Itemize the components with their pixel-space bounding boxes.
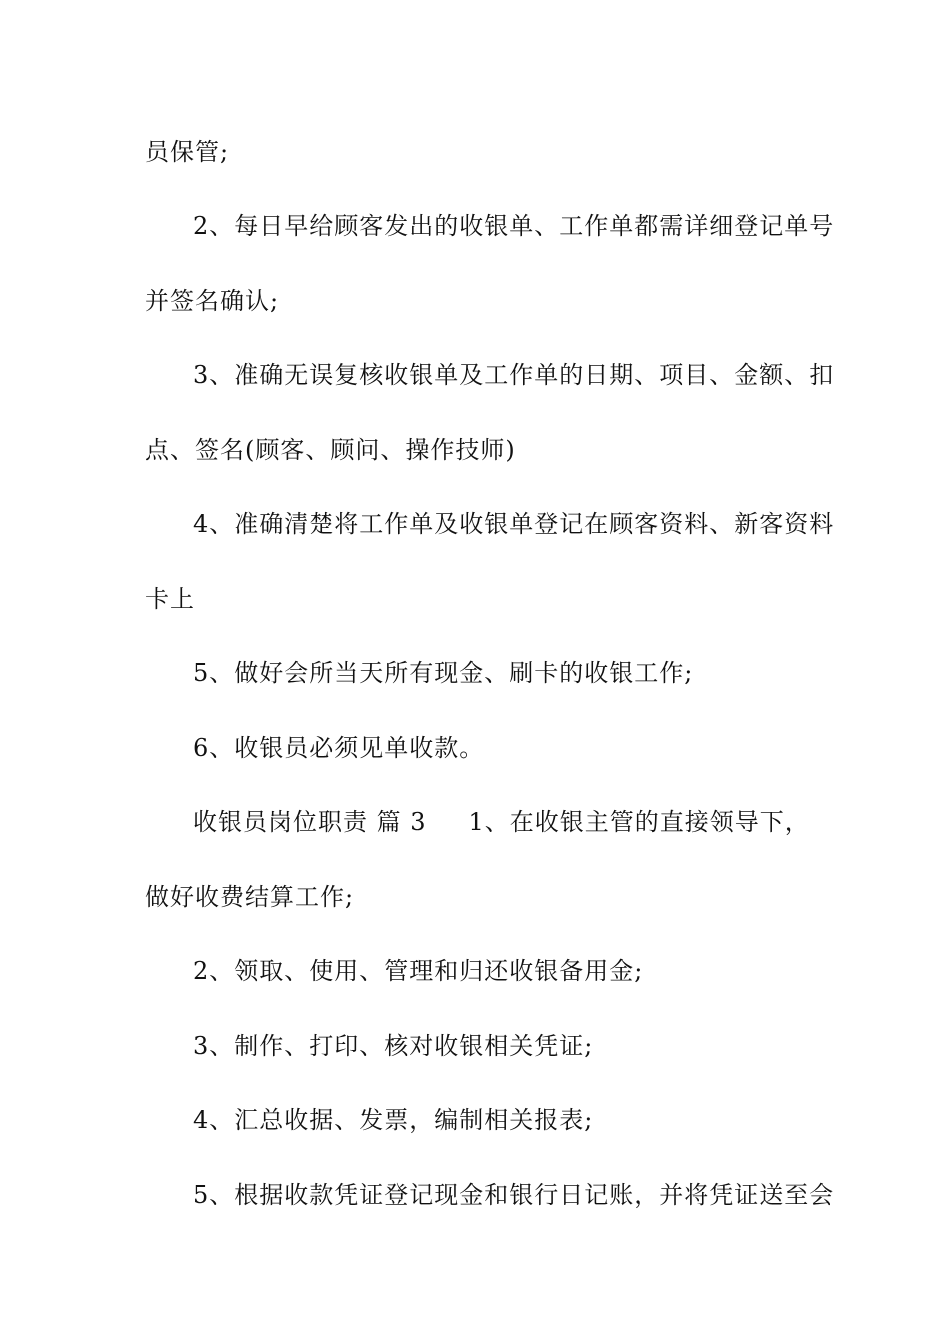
text-line: 并签名确认; xyxy=(145,287,280,315)
text-line: 5、做好会所当天所有现金、刷卡的收银工作; xyxy=(193,659,694,687)
section-heading-line xyxy=(193,806,863,838)
text-line: 卡上 xyxy=(145,585,195,613)
text-line: 3、制作、打印、核对收银相关凭证; xyxy=(193,1032,594,1060)
text-line: 3、准确无误复核收银单及工作单的日期、项目、金额、扣 xyxy=(193,361,835,389)
text-line: 6、收银员必须见单收款。 xyxy=(193,734,485,762)
section-first-item: 1、在收银主管的直接领导下， xyxy=(468,808,810,836)
section-heading: 收银员岗位职责 篇 3 xyxy=(193,808,427,836)
text-line: 点、签名(顾客、顾问、操作技师) xyxy=(145,436,516,464)
text-line: 4、汇总收据、发票，编制相关报表; xyxy=(193,1106,594,1134)
text-line: 员保管; xyxy=(145,138,230,166)
text-line: 4、准确清楚将工作单及收银单登记在顾客资料、新客资料 xyxy=(193,510,835,538)
text-line: 2、领取、使用、管理和归还收银备用金; xyxy=(193,957,644,985)
text-line: 5、根据收款凭证登记现金和银行日记账，并将凭证送至会 xyxy=(193,1181,835,1209)
text-line: 做好收费结算工作; xyxy=(145,883,355,911)
text-line: 2、每日早给顾客发出的收银单、工作单都需详细登记单号 xyxy=(193,212,835,240)
